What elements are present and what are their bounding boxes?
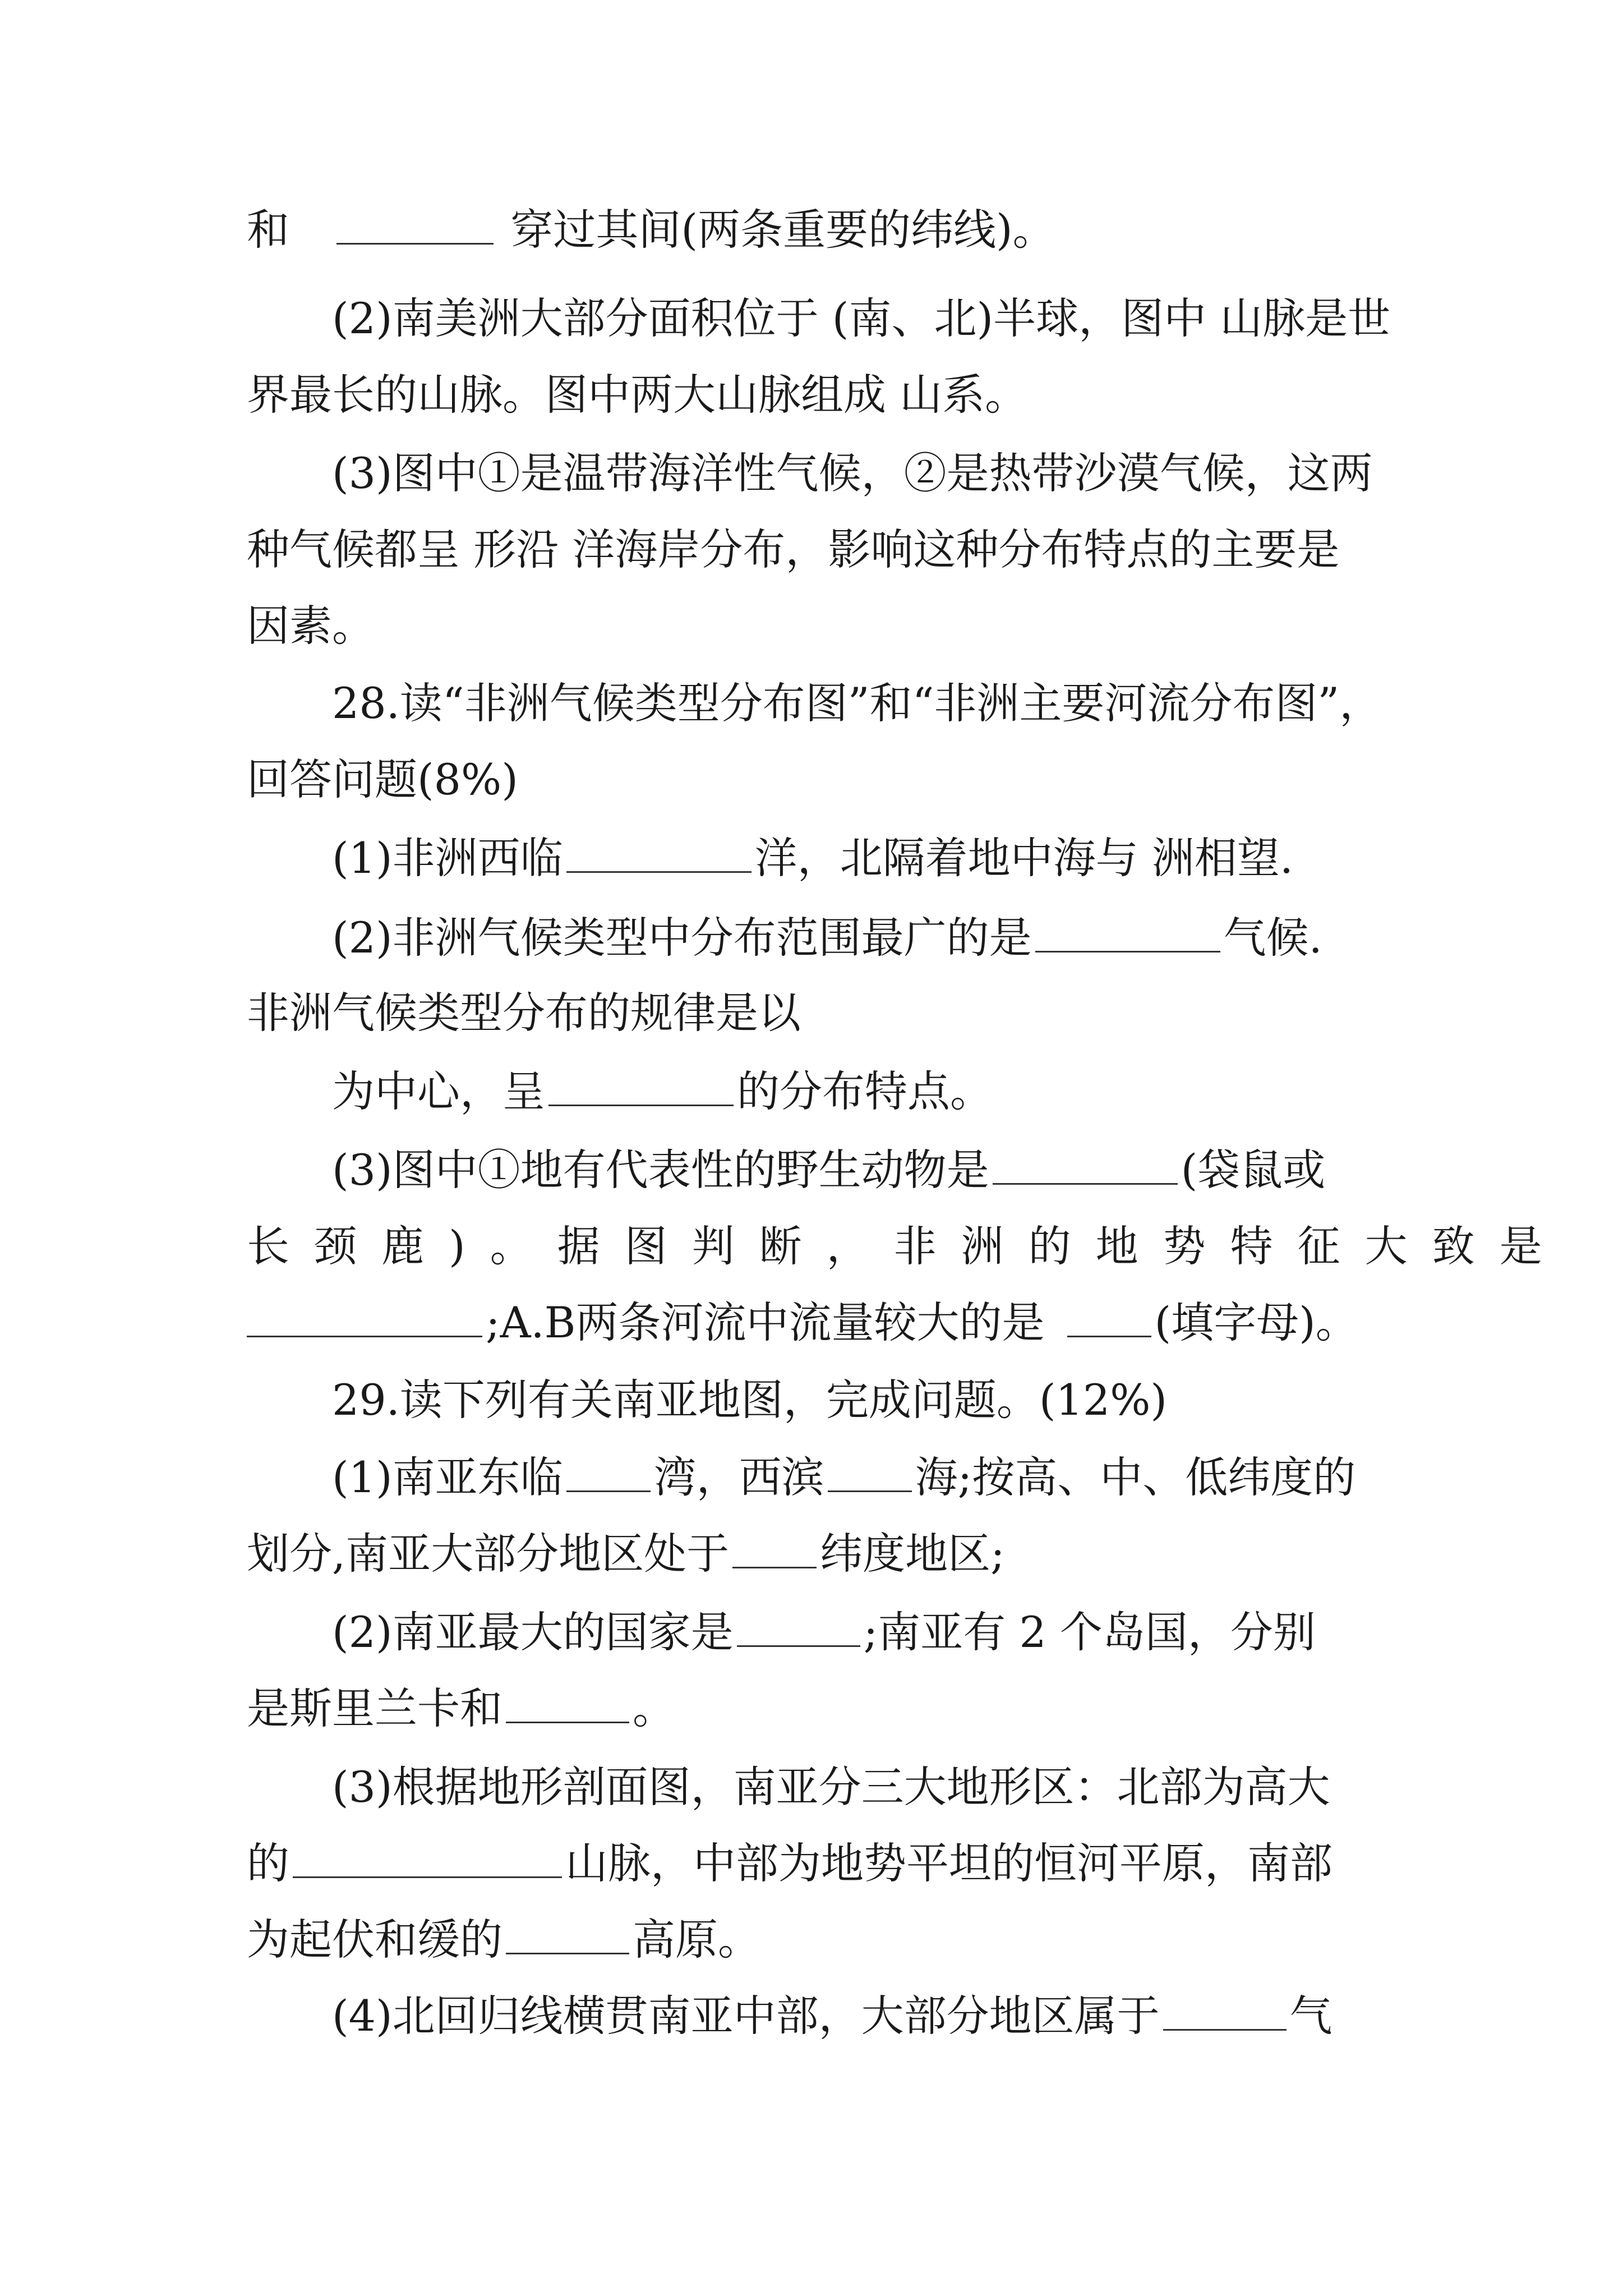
question-28-1: [332, 830, 1293, 886]
answer-blank: [1163, 1995, 1287, 2031]
text: ;A.B两条河流中流量较大的是: [486, 1297, 1045, 1347]
text: (4)北回归线横贯南亚中部，大部分地区属于: [332, 1991, 1160, 2041]
answer-blank: [506, 1919, 629, 1954]
question-29-1: [332, 1450, 1355, 1506]
question-28-3-cont: [247, 1218, 1567, 1274]
answer-blank: [247, 1302, 482, 1337]
question-3-paragraph: (3)图中①是温带海洋性气候，②是热带沙漠气候，这两种气候都呈 形沿 洋海岸分布，影响这种分布特点的主要是 因素。: [247, 448, 1373, 651]
text: (1)非洲西临: [332, 833, 563, 883]
question-28-2-cont2: [332, 1064, 993, 1120]
text: 气: [1289, 1991, 1332, 2041]
question-28-3-cont2: [247, 1295, 1358, 1351]
answer-blank: [506, 1688, 629, 1723]
answer-blank: [566, 1457, 651, 1492]
answer-blank: [732, 1533, 817, 1568]
answer-blank: [828, 1457, 912, 1492]
text: 高原。: [633, 1915, 760, 1964]
answer-blank: [737, 1612, 860, 1647]
question-29-3: [332, 1759, 1330, 1815]
text: 海;按高、中、低纬度的: [915, 1452, 1356, 1502]
text: 的分布特点。: [737, 1066, 993, 1116]
question-29-heading: [332, 1372, 1167, 1428]
text: (袋鼠或: [1181, 1145, 1326, 1195]
question-28-2: [332, 910, 1322, 966]
question-29-2-cont: [247, 1681, 675, 1737]
text: 山脉，中部为地势平坦的恒河平原，南部: [565, 1838, 1332, 1888]
question-2-paragraph: (2)南美洲大部分面积位于 (南、北)半球，图中 山脉是世界最长的山脉。图中两大山脉组成 山系。: [247, 293, 1391, 420]
text: (1)南亚东临: [332, 1452, 563, 1502]
answer-blank: [548, 1071, 734, 1106]
text: 。: [633, 1683, 675, 1733]
text: 是斯里兰卡和: [247, 1683, 502, 1733]
text: 气候.: [1223, 913, 1322, 963]
answer-blank: [566, 838, 751, 873]
answer-blank: [336, 209, 494, 245]
question-29-3-cont: [247, 1835, 1332, 1892]
text: 29.读下列有关南亚地图，完成问题。(12%): [332, 1375, 1168, 1425]
question-28-3: [332, 1142, 1325, 1198]
line-1: [247, 202, 1055, 258]
text: 非洲气候类型分布的规律是以: [247, 988, 801, 1038]
question-29-2: [332, 1604, 1316, 1660]
answer-blank: [1067, 1302, 1151, 1337]
text: (填字母)。: [1154, 1297, 1358, 1347]
text: 洋，北隔着地中海与 洲相望.: [754, 833, 1293, 883]
answer-blank: [293, 1843, 562, 1878]
question-28-2-cont: [247, 985, 801, 1041]
text: 的: [247, 1838, 289, 1888]
text: 长颈鹿)。据图判断，非洲的地势特征大致是: [247, 1221, 1567, 1271]
text: 和: [247, 205, 289, 255]
text: 穿过其间(两条重要的纬线)。: [510, 205, 1055, 255]
answer-blank: [993, 1149, 1178, 1185]
question-29-4: [332, 1988, 1332, 2044]
answer-blank: [1035, 917, 1220, 953]
text: (2)南亚最大的国家是: [332, 1607, 734, 1657]
text: (3)图中①地有代表性的野生动物是: [332, 1145, 989, 1195]
text: 为起伏和缓的: [247, 1915, 502, 1964]
question-28-heading: 28.读“非洲气候类型分布图”和“非洲主要河流分布图”，回答问题(8%): [247, 678, 1382, 804]
text: 纬度地区;: [820, 1529, 1005, 1579]
text: (2)非洲气候类型中分布范围最广的是: [332, 913, 1032, 963]
text: 划分,南亚大部分地区处于: [247, 1529, 730, 1579]
text: 湾，西滨: [653, 1452, 824, 1502]
question-29-1-cont: [247, 1526, 1005, 1582]
text: 为中心，呈: [332, 1066, 545, 1116]
text: ;南亚有 2 个岛国，分别: [863, 1607, 1316, 1657]
question-29-3-cont2: [247, 1912, 760, 1968]
text: (3)根据地形剖面图，南亚分三大地形区：北部为高大: [332, 1762, 1330, 1812]
